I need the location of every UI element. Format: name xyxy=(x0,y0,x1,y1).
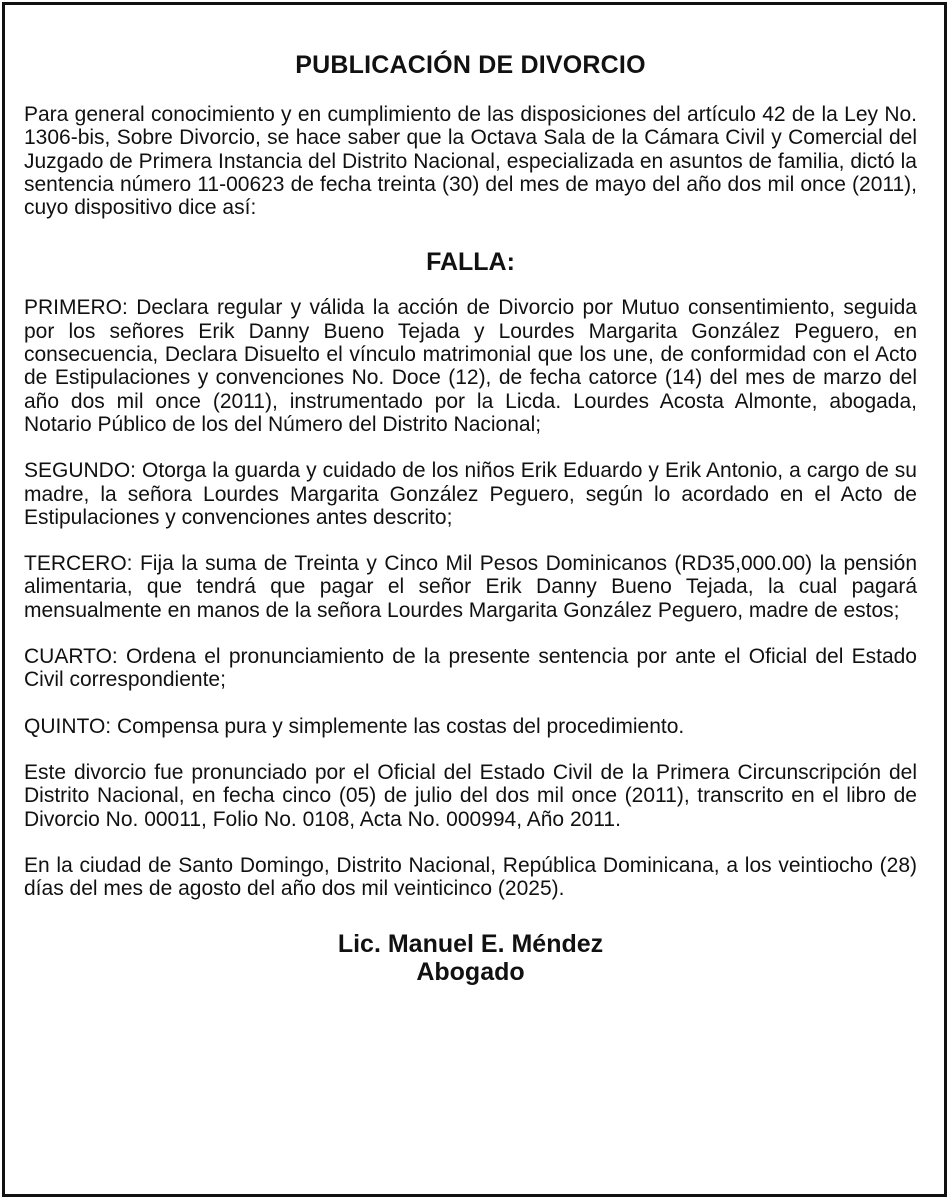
ruling-quinto: QUINTO: Compensa pura y simplemente las costas del procedimiento. xyxy=(24,714,685,738)
notice-title: PUBLICACIÓN DE DIVORCIO xyxy=(295,51,646,79)
intro-paragraph: Para general conocimiento y en cumplimiento de las disposiciones del artículo 42 de la Ley No. 1306-bis, Sobre Divorcio, se hace saber que la Octava Sala de la Cámara Civil y Comercial del Juzgado de Primera Instancia del Distrito Nacional, especializada en asuntos de familia, dictó la sentencia número 11-00623 de fecha treinta (30) del mes de mayo del año dos mil once (2011), cuyo dispositivo dice así: xyxy=(24,103,917,220)
notice-body xyxy=(24,50,917,986)
ruling-tercero: TERCERO: Fija la suma de Treinta y Cinco Mil Pesos Dominicanos (RD35,000.00) la pensión alimentaria, que tendrá que pagar el señor Erik Danny Bueno Tejada, la cual pagará mensualmente en manos de la señora Lourdes Margarita González Peguero, madre de estos; xyxy=(24,552,917,622)
ruling-segundo: SEGUNDO: Otorga la guarda y cuidado de los niños Erik Eduardo y Erik Antonio, a cargo de su madre, la señora Lourdes Margarita González Peguero, según lo acordado en el Acto de Estipulaciones y convenciones antes descrito; xyxy=(24,459,917,529)
ruling-cuarto: CUARTO: Ordena el pronunciamiento de la presente sentencia por ante el Oficial del Estado Civil correspondiente; xyxy=(24,645,917,692)
signer-name: Lic. Manuel E. Méndez xyxy=(337,930,604,959)
closing-paragraph: En la ciudad de Santo Domingo, Distrito Nacional, República Dominicana, a los veintiocho (28) días del mes de agosto del año dos mil veinticinco (2025). xyxy=(24,853,917,901)
ruling-heading: FALLA: xyxy=(426,248,515,277)
signer-title: Abogado xyxy=(416,958,525,987)
signature-block xyxy=(24,930,917,986)
pronouncement-paragraph: Este divorcio fue pronunciado por el Oficial del Estado Civil de la Primera Circunscripción del Distrito Nacional, en fecha cinco (05) de julio del dos mil once (2011), transcrito en el libro de Divorcio No. 00011, Folio No. 0108, Acta No. 000994, Año 2011. xyxy=(24,760,917,831)
ruling-primero: PRIMERO: Declara regular y válida la acción de Divorcio por Mutuo consentimiento, seguida por los señores Erik Danny Bueno Tejada y Lourdes Margarita González Peguero, en consecuencia, Declara Disuelto el vínculo matrimonial que los une, de conformidad con el Acto de Estipulaciones y convenciones No. Doce (12), de fecha catorce (14) del mes de marzo del año dos mil once (2011), instrumentado por la Licda. Lourdes Acosta Almonte, abogada, Notario Público de los del Número del Distrito Nacional; xyxy=(24,296,917,436)
